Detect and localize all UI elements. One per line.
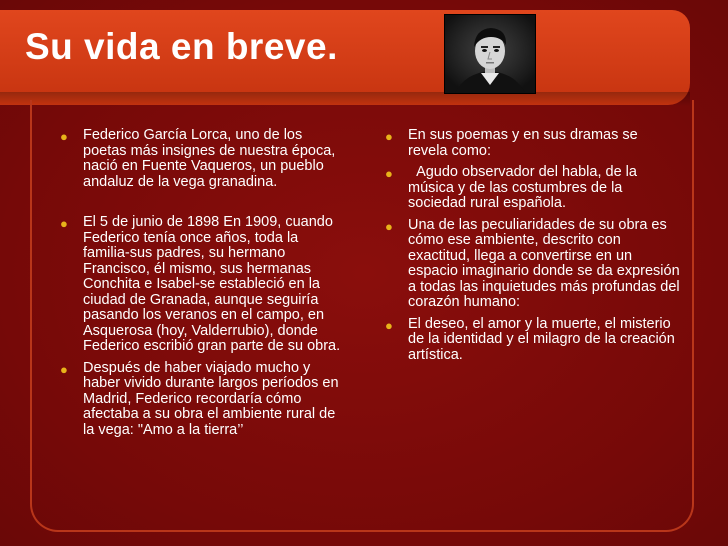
bullet-icon: ● [385, 129, 393, 144]
list-item-text: Federico García Lorca, uno de los poetas más insignes de nuestra época, nació en Fuente Vaqueros, un pueblo andaluz de la vega granadina. [83, 127, 336, 190]
right-column [385, 128, 681, 369]
list-item-text: Agudo observador del habla, de la música y de las costumbres de la sociedad rural española. [408, 164, 641, 211]
bullet-icon: ● [385, 218, 393, 234]
list-item-text: Una de las peculiaridades de su obra es cómo ese ambiente, descrito con exactitud, llega a convertirse en un espacio imaginario donde se da expresión a todas las inquietudes más profundas del corazón humano: [408, 216, 680, 310]
slide-title: Su vida en breve. [25, 26, 338, 67]
bullet-icon: ● [60, 129, 68, 144]
list-item [60, 215, 348, 355]
bullet-icon: ● [385, 317, 393, 333]
bullet-icon: ● [60, 216, 68, 231]
list-item [385, 165, 681, 212]
bullet-icon: ● [60, 361, 68, 377]
list-item-text: El deseo, el amor y la muerte, el misterio de la identidad y el milagro de la creación artística. [408, 315, 675, 363]
list-item [385, 317, 681, 364]
list-item-text: Después de haber viajado mucho y haber vivido durante largos períodos en Madrid, Federico recordaría cómo afectaba a su obra el ambiente rural de la vega: "Amo a la tierra’’ [83, 359, 339, 438]
right-bullet-list [385, 128, 681, 363]
list-item-text: En sus poemas y en sus dramas se revela como: [408, 127, 638, 159]
bullet-icon: ● [385, 166, 393, 181]
list-item-text: El 5 de junio de 1898 En 1909, cuando Federico tenía once años, toda la familia-sus padres, su hermano Francisco, él mismo, sus hermanas Conchita e Isabel-se estableció en la ciudad de Granada, aunque seguiría pasando los veranos en el campo, en Asquerosa (hoy, Valderrubio), donde Federico escribió gran parte de su obra. [83, 214, 341, 354]
list-item [60, 361, 348, 439]
left-bullet-list [60, 128, 348, 438]
portrait-photo-icon [444, 14, 536, 94]
left-column [60, 128, 348, 444]
list-item [385, 218, 681, 311]
list-item [60, 128, 348, 190]
list-item [385, 128, 681, 159]
